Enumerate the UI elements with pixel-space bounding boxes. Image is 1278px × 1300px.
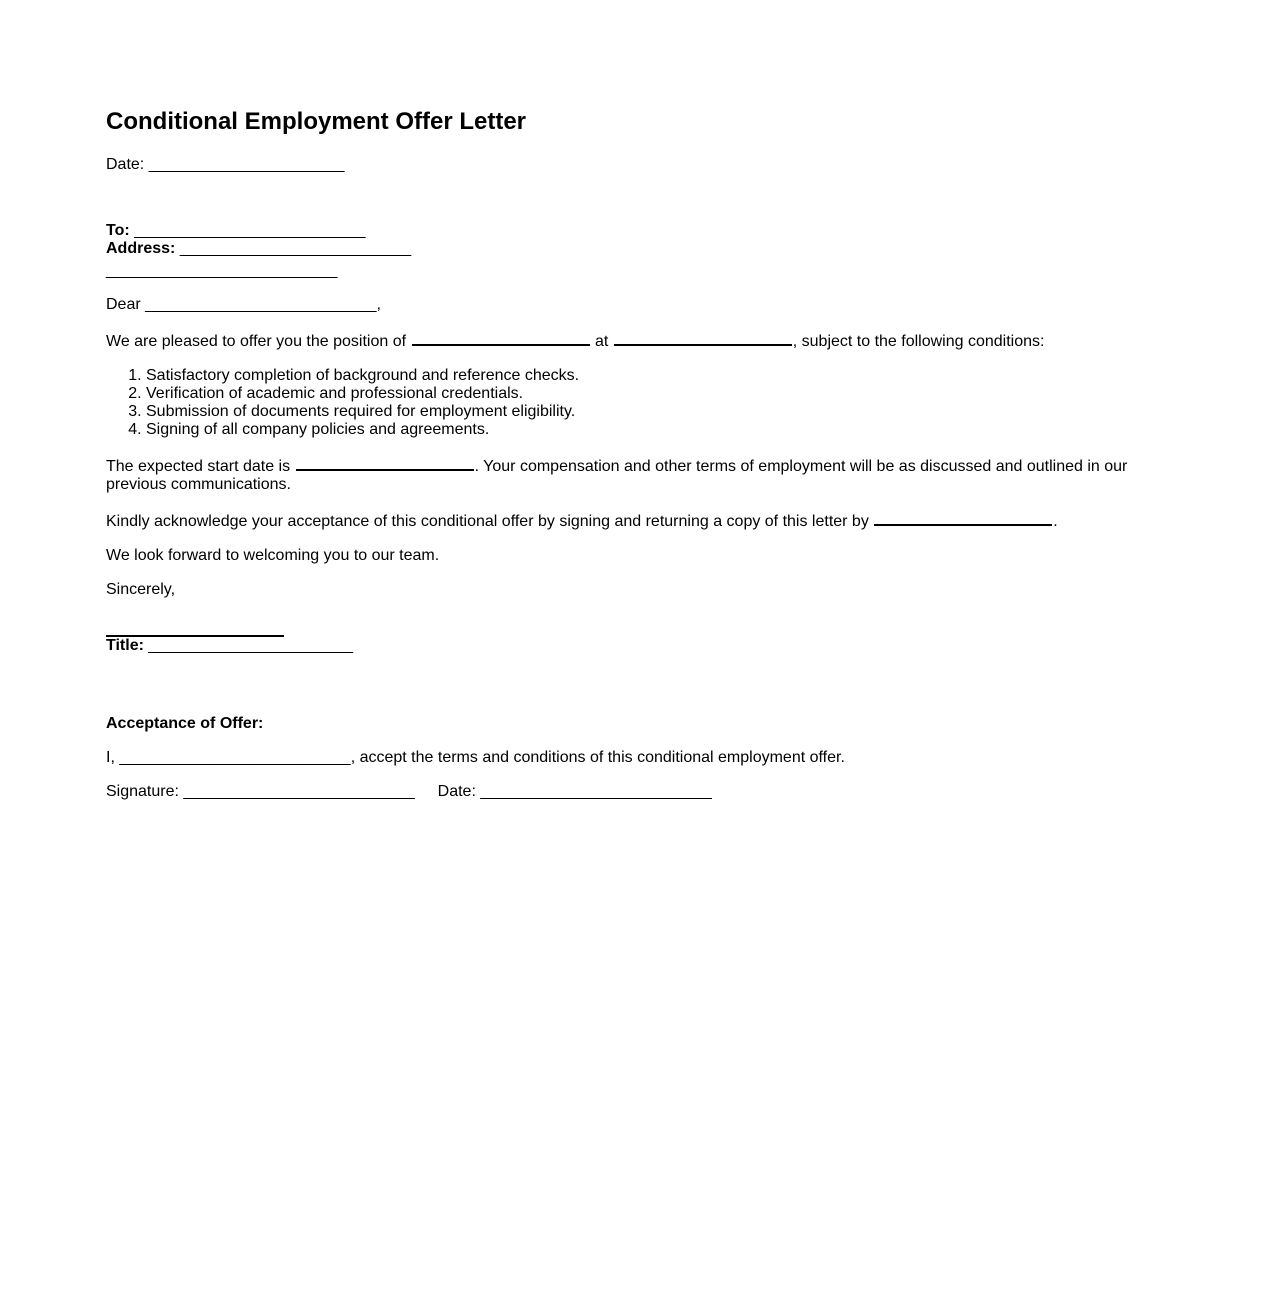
address-line <box>106 240 1166 258</box>
salutation-comma: , <box>376 296 381 313</box>
to-line <box>106 222 1166 240</box>
start-date-tail: . Your compensation and other terms of employment will be as discussed and outlined in our previous communications. <box>106 458 1128 493</box>
offer-intro: We are pleased to offer you the position of <box>106 333 407 350</box>
acceptance-statement <box>106 749 1166 767</box>
address-label: Address: <box>106 240 176 257</box>
recipient-block <box>106 222 1166 280</box>
address-line-2 <box>106 262 1166 280</box>
signature-label: Signature: <box>106 783 179 800</box>
condition-item: 3. Submission of documents required for employment eligibility. <box>146 403 1166 421</box>
return-by-date-field[interactable] <box>874 510 1052 526</box>
dear-name-field[interactable]: __________________________ <box>145 296 377 313</box>
address-field-1[interactable]: __________________________ <box>179 240 412 257</box>
date-field[interactable]: ______________________ <box>148 156 345 173</box>
title-label: Title: <box>106 637 144 654</box>
acceptance-tail: , accept the terms and conditions of this conditional employment offer. <box>350 749 845 766</box>
acceptance-name-field[interactable]: __________________________ <box>119 749 351 766</box>
date-line <box>106 156 1166 174</box>
start-date-field[interactable] <box>296 455 474 471</box>
look-forward-paragraph: We look forward to welcoming you to our team. <box>106 547 440 564</box>
position-field[interactable] <box>412 330 590 346</box>
acceptance-signature-line <box>106 783 1166 801</box>
title-line <box>106 637 1166 655</box>
closing: Sincerely, <box>106 581 176 598</box>
offer-at: at <box>594 333 609 350</box>
title-field[interactable]: _______________________ <box>148 637 354 654</box>
offer-tail: , subject to the following conditions: <box>792 333 1045 350</box>
address-field-2[interactable]: __________________________ <box>106 262 338 279</box>
document-title: Conditional Employment Offer Letter <box>106 108 527 135</box>
acceptance-date-label: Date: <box>437 783 476 800</box>
company-field[interactable] <box>614 330 792 346</box>
spacer <box>106 190 1166 222</box>
acceptance-heading: Acceptance of Offer: <box>106 715 264 732</box>
to-field[interactable]: __________________________ <box>134 222 366 239</box>
dear-label: Dear <box>106 296 141 313</box>
acceptance-date-field[interactable]: __________________________ <box>480 783 712 800</box>
condition-item: 1. Satisfactory completion of background and reference checks. <box>146 367 1166 385</box>
sender-signature-field[interactable] <box>106 621 284 637</box>
acknowledge-paragraph <box>106 510 1166 531</box>
date-label: Date: <box>106 156 145 173</box>
start-date-intro: The expected start date is <box>106 458 291 475</box>
acknowledge-tail: . <box>1053 513 1058 530</box>
signature-field[interactable]: __________________________ <box>183 783 415 800</box>
conditions-list <box>106 367 1166 439</box>
condition-item: 2. Verification of academic and professional credentials. <box>146 385 1166 403</box>
condition-item: 4. Signing of all company policies and agreements. <box>146 421 1166 439</box>
offer-letter-page <box>106 108 1166 817</box>
offer-paragraph <box>106 330 1166 351</box>
start-date-paragraph <box>106 455 1166 494</box>
salutation <box>106 296 1166 314</box>
acceptance-prefix: I, <box>106 749 115 766</box>
acknowledge-intro: Kindly acknowledge your acceptance of this conditional offer by signing and returning a copy of this letter by <box>106 513 869 530</box>
to-label: To: <box>106 222 130 239</box>
